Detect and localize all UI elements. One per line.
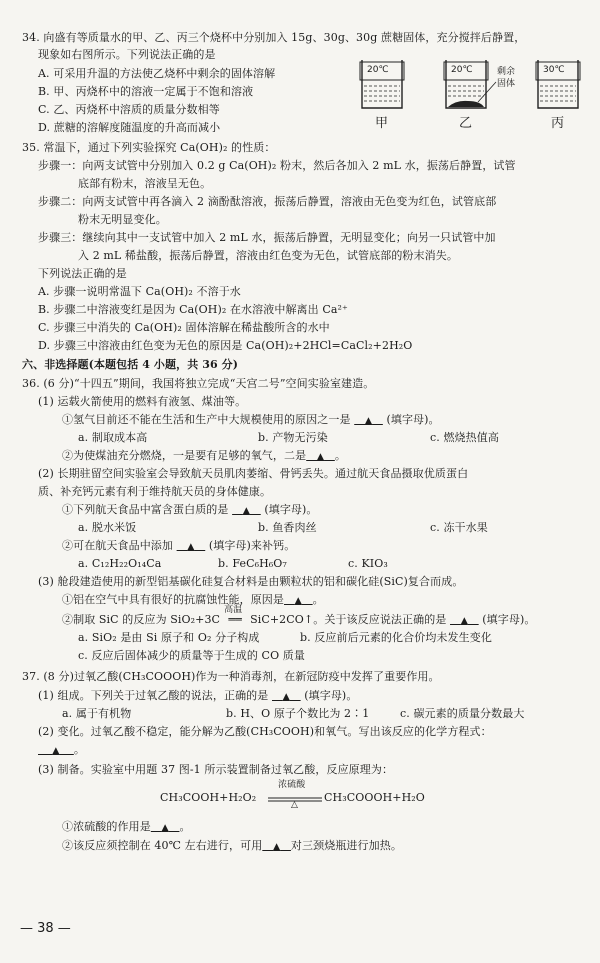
q36-part1-2-text: ②为使煤油充分燃烧，一是要有足够的氧气，二是 xyxy=(62,449,307,462)
beaker-yi-temp: 20℃ xyxy=(451,65,473,75)
q36-part1-1 xyxy=(62,412,440,429)
beaker-jia-label: 甲 xyxy=(375,116,389,131)
q36-part2-1 xyxy=(62,502,318,519)
equation-right: CH₃COOOH+H₂O xyxy=(324,791,425,804)
q36-part2-2 xyxy=(62,538,295,555)
q37-part3: (3) 制备。实验室中用题 37 图-1 所示装置制备过氧乙酸，反应原理为： xyxy=(38,763,394,776)
q34-option-d: D. 蔗糖的溶解度随温度的升高而减小 xyxy=(38,121,221,134)
q36-part1-1-tail: (填字母)。 xyxy=(386,413,440,426)
q37-part1-tail: (填字母)。 xyxy=(304,689,358,702)
q35-step3-line2: 入 2 mL 稀盐酸，振荡后静置，溶液由红色变为无色，试管底部的粉末消失。 xyxy=(78,249,458,262)
q36-part2-1-tail: (填字母)。 xyxy=(264,503,318,516)
q36-part3-1: ①铝在空气中具有很好的抗腐蚀性能，原因是 ▲ 。 xyxy=(62,593,324,606)
q36-p2-2-option-a: a. C₁₂H₂₂O₁₄Ca xyxy=(78,557,162,570)
q36-p2-2-option-b: b. FeC₆H₆O₇ xyxy=(218,557,287,570)
q36-part2-1-text: ①下列航天食品中富含蛋白质的是 xyxy=(62,503,229,516)
q36-part2-line2: 质、补充钙元素有利于维持航天员的身体健康。 xyxy=(38,485,272,498)
q36-p1-option-a: a. 制取成本高 xyxy=(78,431,148,444)
q37-p1-option-c: c. 碳元素的质量分数最大 xyxy=(400,707,525,720)
q36-part2-line1: (2) 长期驻留空间实验室会导致航天员肌肉萎缩、骨钙丢失。通过航天食品摄取优质蛋白 xyxy=(38,467,469,480)
q35-option-c: C. 步骤三中消失的 Ca(OH)₂ 固体溶解在稀盐酸所含的水中 xyxy=(38,321,330,334)
equation-left: CH₃COOH+H₂O₂ xyxy=(160,791,257,804)
q36-part3: (3) 舱段建造使用的新型铝基碳化硅复合材料是由颗粒状的铝和碳化硅(SiC)复合而成。 xyxy=(38,575,464,588)
q37-part2-answer: ▲ 。 xyxy=(52,743,85,756)
q37-p1-option-b: b. H、O 原子个数比为 2∶1 xyxy=(226,707,370,720)
reaction-condition: 高温 xyxy=(224,605,243,615)
q37-part3-1-text: ①浓硫酸的作用是 xyxy=(62,820,151,833)
equation-heat: △ xyxy=(291,800,299,810)
answer-blank: ▲ xyxy=(52,746,60,756)
q37-part2: (2) 变化。过氧乙酸不稳定，能分解为乙酸(CH₃COOH)和氧气。写出该反应的化学方程式： xyxy=(38,725,492,738)
q35-step2-line2: 粉末无明显变化。 xyxy=(78,213,167,226)
q34-stem-line1: 34. 向盛有等质量水的甲、乙、丙三个烧杯中分别加入 15g、30g、30g 蔗糖固体，充分搅拌后静置， xyxy=(22,31,526,44)
q37-part3-2 xyxy=(62,838,402,855)
q34-option-a: A. 可采用升温的方法使乙烧杯中剩余的固体溶解 xyxy=(38,67,276,80)
q35-question: 下列说法正确的是 xyxy=(38,267,127,280)
q36-part1-1-text: ①氢气目前还不能在生活和生产中大规模使用的原因之一是 xyxy=(62,413,351,426)
q37-part1-text: (1) 组成。下列关于过氧乙酸的说法，正确的是 xyxy=(38,689,269,702)
q34-beakers-figure xyxy=(356,58,586,130)
q35-option-d: D. 步骤三中溶液由红色变为无色的原因是 Ca(OH)₂+2HCl=CaCl₂+2H₂O xyxy=(38,339,413,352)
q35-step2-line1: 步骤二：向两支试管中再各滴入 2 滴酚酞溶液，振荡后静置，溶液由无色变为红色，试管底部 xyxy=(38,195,497,208)
q36-p2-2-option-c: c. KIO₃ xyxy=(348,557,388,570)
q36-p1-option-c: c. 燃烧热值高 xyxy=(430,431,499,444)
q36-p2-option-a: a. 脱水米饭 xyxy=(78,521,137,534)
q36-part1-2: ②为使煤油充分燃烧，一是要有足够的氧气，二是 ▲ 。 xyxy=(62,449,346,462)
q36-p1-option-b: b. 产物无污染 xyxy=(258,431,328,444)
answer-blank: ▲ xyxy=(161,823,169,833)
q36-p2-option-c: c. 冻干水果 xyxy=(430,521,488,534)
q36-part1: (1) 运载火箭使用的燃料有液氢、煤油等。 xyxy=(38,395,247,408)
residue-label-2: 固体 xyxy=(497,79,516,89)
answer-blank: ▲ xyxy=(365,416,373,426)
section-heading: 六、非选择题(本题包括 4 小题，共 36 分) xyxy=(22,358,239,371)
q35-option-a: A. 步骤一说明常温下 Ca(OH)₂ 不溶于水 xyxy=(38,285,241,298)
answer-blank: ▲ xyxy=(460,616,468,626)
q37-part1 xyxy=(38,688,357,705)
answer-blank: ▲ xyxy=(187,542,195,552)
answer-blank: ▲ xyxy=(317,452,325,462)
q36-part3-2-pre: ②制取 SiC 的反应为 SiO₂+3C xyxy=(62,613,221,626)
q36-part2-2-tail: (填字母)来补钙。 xyxy=(208,539,296,552)
q36-stem: 36. (6 分)“十四五”期间，我国将独立完成“天宫二号”空间实验室建造。 xyxy=(22,377,375,390)
q37-part3-1: ①浓硫酸的作用是 ▲ 。 xyxy=(62,820,191,833)
page-number: — 38 — xyxy=(20,921,71,936)
q35-stem: 35. 常温下，通过下列实验探究 Ca(OH)₂ 的性质： xyxy=(22,141,276,154)
q36-p2-option-b: b. 鱼香肉丝 xyxy=(258,521,317,534)
q36-p3-option-c: c. 反应后固体减少的质量等于生成的 CO 质量 xyxy=(78,649,305,662)
beaker-jia-temp: 20℃ xyxy=(367,65,389,75)
q37-part3-2-text: ②该反应须控制在 40℃ 左右进行，可用 xyxy=(62,839,263,852)
beaker-bing-label: 丙 xyxy=(551,116,565,131)
q36-part3-2 xyxy=(62,605,536,629)
q34-stem-line2: 现象如右图所示。下列说法正确的是 xyxy=(38,48,216,61)
q36-part3-2-tail: (填字母)。 xyxy=(482,613,536,626)
q36-part3-2-post: SiC+2CO↑。关于该反应说法正确的是 xyxy=(250,613,447,626)
q37-stem: 37. (8 分)过氧乙酸(CH₃COOOH)作为一种消毒剂，在新冠防疫中发挥了重要作用。 xyxy=(22,670,440,683)
q36-part2-2-text: ②可在航天食品中添加 xyxy=(62,539,173,552)
q35-option-b: B. 步骤二中溶液变红是因为 Ca(OH)₂ 在水溶液中解离出 Ca²⁺ xyxy=(38,303,348,316)
answer-blank: ▲ xyxy=(282,692,290,702)
q37-p1-option-a: a. 属于有机物 xyxy=(62,707,132,720)
beaker-bing-temp: 30℃ xyxy=(543,65,565,75)
q36-part3-1-text: ①铝在空气中具有很好的抗腐蚀性能，原因是 xyxy=(62,593,284,606)
answer-blank: ▲ xyxy=(273,842,281,852)
residue-label-1: 剩余 xyxy=(497,67,516,77)
q35-step1-line2: 底部有粉末，溶液呈无色。 xyxy=(78,177,212,190)
q34-option-c: C. 乙、丙烧杯中溶质的质量分数相等 xyxy=(38,103,220,116)
q36-p3-option-b: b. 反应前后元素的化合价均未发生变化 xyxy=(300,631,492,644)
q37-part3-2-tail: 对三颈烧瓶进行加热。 xyxy=(290,839,402,852)
q35-step3-line1: 步骤三：继续向其中一支试管中加入 2 mL 水，振荡后静置，无明显变化；向另一只试管中加 xyxy=(38,231,496,244)
answer-blank: ▲ xyxy=(242,506,250,516)
q36-p3-option-a: a. SiO₂ 是由 Si 原子和 O₂ 分子构成 xyxy=(78,631,260,644)
q34-option-b: B. 甲、丙烧杯中的溶液一定属于不饱和溶液 xyxy=(38,85,254,98)
q37-equation xyxy=(160,780,480,814)
equation-catalyst: 浓硫酸 xyxy=(278,780,306,790)
q35-step1-line1: 步骤一：向两支试管中分别加入 0.2 g Ca(OH)₂ 粉末，然后各加入 2 mL 水，振荡后静置，试管 xyxy=(38,159,516,172)
answer-blank: ▲ xyxy=(294,596,302,606)
beaker-yi-label: 乙 xyxy=(459,116,473,131)
reaction-arrow: 高温 ══ xyxy=(224,605,243,626)
